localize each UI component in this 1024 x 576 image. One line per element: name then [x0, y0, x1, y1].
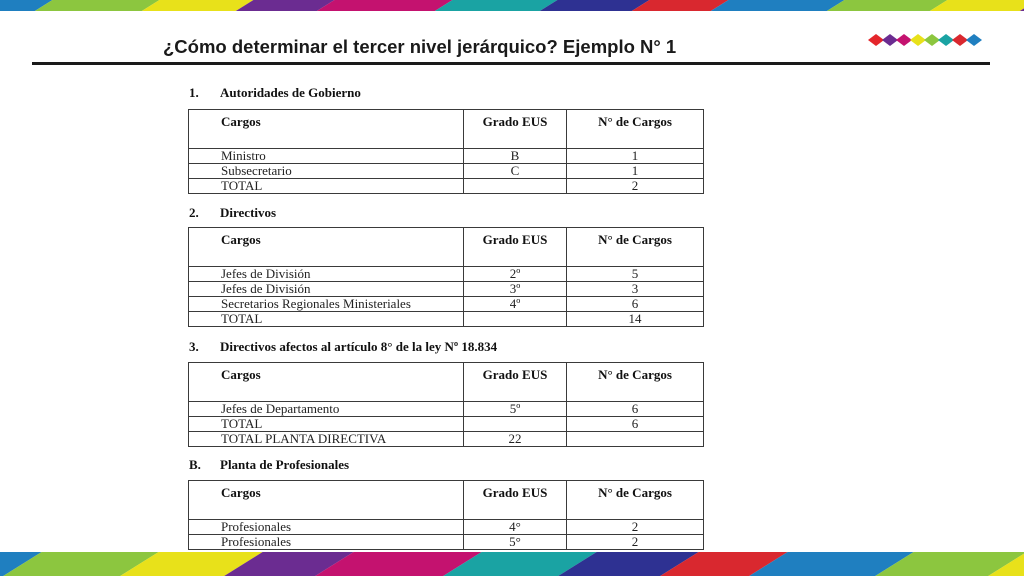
header-n-cargos: N° de Cargos: [567, 363, 704, 402]
cell-cargo: Ministro: [189, 149, 464, 164]
table-profesionales: [188, 480, 704, 550]
diamond-ornament-icon: [868, 32, 996, 48]
band-segment: [540, 0, 650, 11]
band-segment: [35, 0, 160, 11]
section-heading-2: [189, 205, 276, 221]
cell-grado: 4°: [464, 520, 567, 535]
bottom-color-band: [0, 552, 1024, 576]
section-title: Directivos: [220, 205, 277, 220]
table-row: [189, 417, 704, 432]
table-directivos-art8: [188, 362, 704, 447]
table-row: [189, 297, 704, 312]
table-row: [189, 432, 704, 447]
cell-grado: 5°: [464, 535, 567, 550]
diamond-shape: [896, 34, 912, 46]
cell-n-cargos: 6: [567, 402, 704, 417]
table-row: [189, 179, 704, 194]
header-cargos: Cargos: [189, 481, 464, 520]
cell-n-cargos: 3: [567, 282, 704, 297]
cell-grado: 4º: [464, 297, 567, 312]
band-segment: [317, 0, 453, 11]
section-number: 3.: [189, 339, 199, 354]
section-heading-3: [189, 339, 497, 355]
cell-cargo: Jefes de División: [189, 267, 464, 282]
cell-grado: [464, 312, 567, 327]
section-heading-b: [189, 457, 349, 473]
cell-cargo: Profesionales: [189, 535, 464, 550]
header-cargos: Cargos: [189, 363, 464, 402]
diamond-shape: [924, 34, 940, 46]
section-title: Planta de Profesionales: [220, 457, 350, 472]
header-n-cargos: N° de Cargos: [567, 481, 704, 520]
cell-n-cargos: [567, 432, 704, 447]
diamond-shape: [882, 34, 898, 46]
header-cargos: Cargos: [189, 228, 464, 267]
cell-cargo: Jefes de Departamento: [189, 402, 464, 417]
cell-n-cargos: 2: [567, 535, 704, 550]
table-row: [189, 520, 704, 535]
table-header-row: [189, 228, 704, 267]
cell-grado: 22: [464, 432, 567, 447]
diamond-shape: [910, 34, 926, 46]
cell-cargo: TOTAL: [189, 179, 464, 194]
header-n-cargos: N° de Cargos: [567, 110, 704, 149]
cell-n-cargos: 1: [567, 149, 704, 164]
table-header-row: [189, 481, 704, 520]
cell-cargo: TOTAL PLANTA DIRECTIVA: [189, 432, 464, 447]
header-grado: Grado EUS: [464, 228, 567, 267]
cell-cargo: TOTAL: [189, 312, 464, 327]
cell-n-cargos: 6: [567, 417, 704, 432]
slide-title: ¿Cómo determinar el tercer nivel jerárquico? Ejemplo N° 1: [163, 36, 677, 57]
cell-grado: B: [464, 149, 567, 164]
section-title: Directivos afectos al artículo 8° de la ley Nº 18.834: [220, 339, 498, 354]
cell-n-cargos: 5: [567, 267, 704, 282]
table-row: [189, 402, 704, 417]
band-segment: [827, 0, 948, 11]
cell-n-cargos: 14: [567, 312, 704, 327]
table-header-row: [189, 363, 704, 402]
top-color-band: [0, 0, 1024, 11]
diamond-shape: [868, 34, 884, 46]
cell-grado: 2º: [464, 267, 567, 282]
cell-grado: 5º: [464, 402, 567, 417]
section-title: Autoridades de Gobierno: [220, 85, 361, 100]
table-autoridades: [188, 109, 704, 194]
cell-n-cargos: 2: [567, 520, 704, 535]
section-heading-1: [189, 85, 361, 101]
diamond-shape: [952, 34, 968, 46]
table-header-row: [189, 110, 704, 149]
cell-grado: [464, 179, 567, 194]
section-number: 1.: [189, 85, 199, 100]
header-n-cargos: N° de Cargos: [567, 228, 704, 267]
table-row: [189, 267, 704, 282]
diamond-shape: [938, 34, 954, 46]
header-grado: Grado EUS: [464, 481, 567, 520]
band-segment: [711, 0, 845, 11]
cell-n-cargos: 1: [567, 164, 704, 179]
band-segment: [435, 0, 558, 11]
cell-cargo: Profesionales: [189, 520, 464, 535]
header-grado: Grado EUS: [464, 363, 567, 402]
cell-n-cargos: 2: [567, 179, 704, 194]
table-row: [189, 535, 704, 550]
table-directivos: [188, 227, 704, 327]
header-cargos: Cargos: [189, 110, 464, 149]
cell-cargo: TOTAL: [189, 417, 464, 432]
header-grado: Grado EUS: [464, 110, 567, 149]
cell-cargo: Subsecretario: [189, 164, 464, 179]
diamond-shape: [966, 34, 982, 46]
table-row: [189, 149, 704, 164]
section-number: B.: [189, 457, 201, 472]
title-underline: [32, 62, 990, 65]
table-row: [189, 282, 704, 297]
table-row: [189, 312, 704, 327]
cell-grado: 3º: [464, 282, 567, 297]
cell-cargo: Jefes de División: [189, 282, 464, 297]
cell-grado: C: [464, 164, 567, 179]
cell-grado: [464, 417, 567, 432]
band-segment: [142, 0, 254, 11]
section-number: 2.: [189, 205, 199, 220]
cell-n-cargos: 6: [567, 297, 704, 312]
table-row: [189, 164, 704, 179]
cell-cargo: Secretarios Regionales Ministeriales: [189, 297, 464, 312]
